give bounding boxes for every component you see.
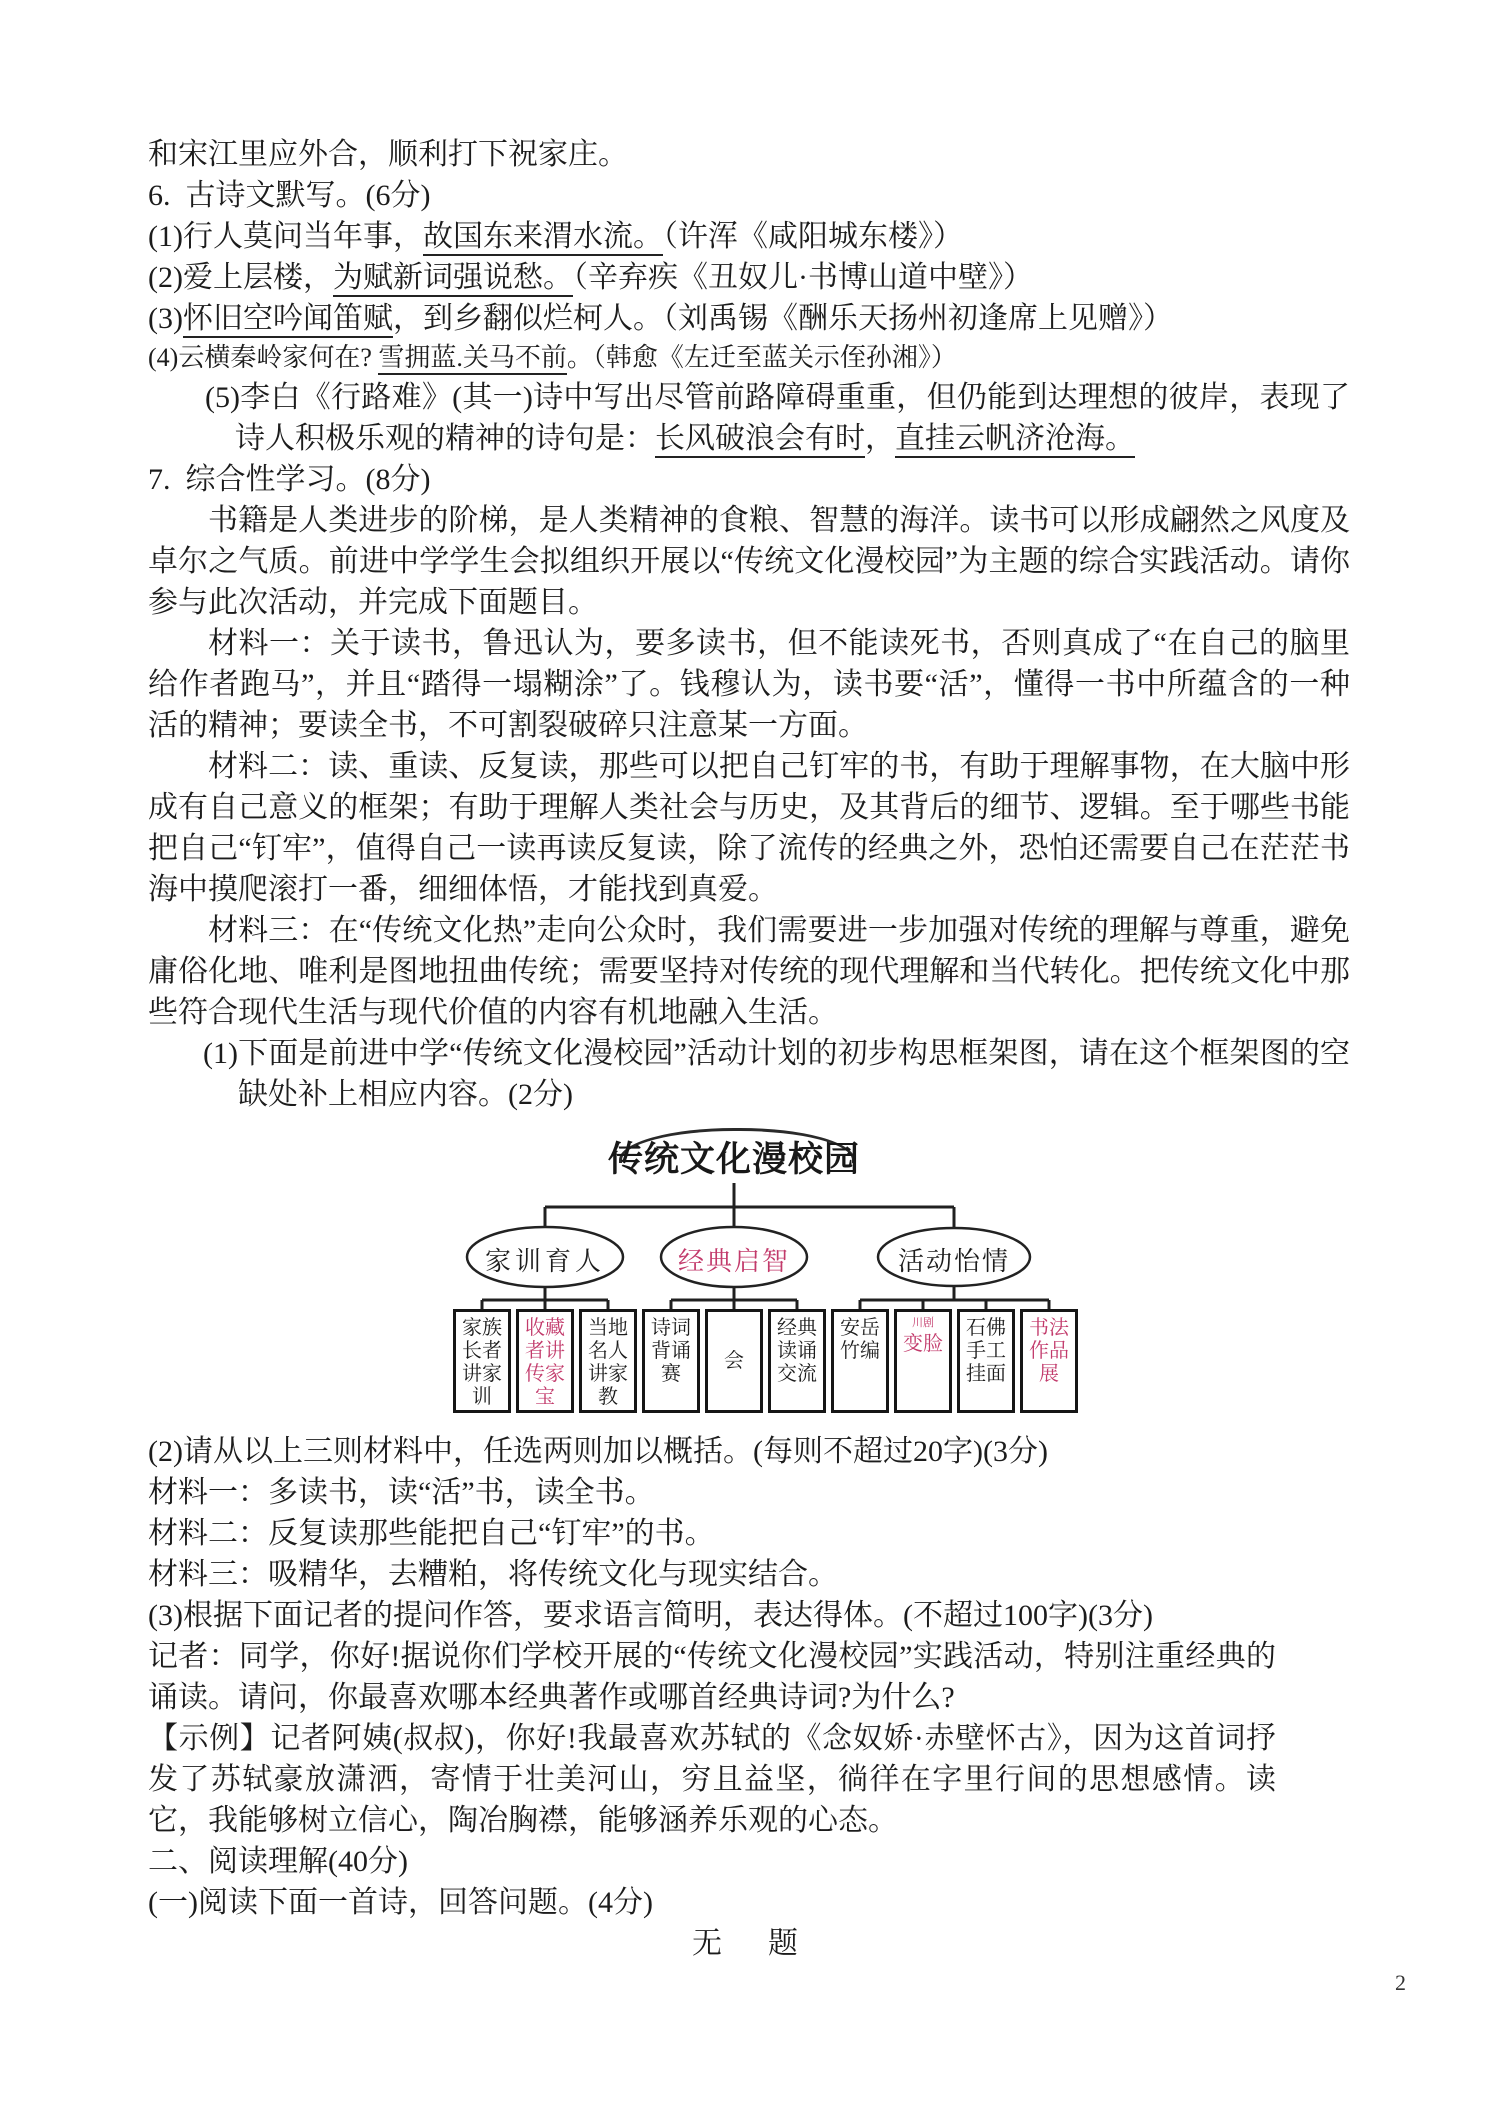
q7-material-1: 材料一：关于读书，鲁迅认为，要多读书，但不能读死书，否则真成了“在自己的脑里给作者跑马”，并且“踏得一塌糊涂”了。钱穆认为，读书要“活”，懂得一书中所蕴含的一种活的精神；要读全书，不可割裂破碎只注意某一方面。	[148, 627, 1350, 742]
q7-heading	[148, 459, 1350, 500]
answer-underlined: 怀旧空吟闻笛赋	[183, 302, 393, 338]
diagram-box-7: 安岳竹编	[831, 1309, 889, 1413]
q6-heading	[148, 175, 1350, 216]
q7-sub1: (1)下面是前进中学“传统文化漫校园”活动计划的初步构思框架图，请在这个框架图的空缺处补上相应内容。(2分)	[203, 1037, 1350, 1111]
q7-sub3-reporter: 记者：同学，你好!据说你们学校开展的“传统文化漫校园”实践活动，特别注重经典的诵读。请问，你最喜欢哪本经典著作或哪首经典诗词?为什么?	[148, 1640, 1276, 1714]
citation: （刘禹锡《酬乐天扬州初逢席上见赠》）	[662, 302, 1173, 335]
q6-item-5	[148, 377, 1350, 459]
answer-underlined: 直挂云帆济沧海。	[895, 422, 1135, 458]
page-number: 2	[1395, 1970, 1406, 1995]
q6-item-4	[148, 339, 1350, 377]
section2-title: 二、阅读理解(40分)	[148, 1845, 408, 1878]
diagram-box-1: 家族长者讲家训	[453, 1309, 511, 1413]
branch-label-2: 经典启智	[677, 1247, 790, 1276]
diagram-box-4: 诗词背诵赛	[642, 1309, 700, 1413]
item-text: 李白《行路难》(其一)诗中写出尽管前路障碍重重，但仍能到达理想的彼岸，表现了诗人积极乐观的精神的诗句是：	[235, 381, 1350, 455]
diagram-box-10-answer: 书法作品展	[1020, 1309, 1078, 1413]
q6-item-3	[148, 298, 1350, 339]
q7-sub2-title: (2)请从以上三则材料中，任选两则加以概括。(每则不超过20字)(3分)	[148, 1435, 1048, 1468]
q7-material-2: 材料二：读、重读、反复读，那些可以把自己钉牢的书，有助于理解事物，在大脑中形成有自己意义的框架；有助于理解人类社会与历史，及其背后的细节、逻辑。至于哪些书能把自己“钉牢”，值得自己一读再读反复读，除了流传的经典之外，恐怕还需要自己在茫茫书海中摸爬滚打一番，细细体悟，才能找到真爱。	[148, 750, 1350, 906]
citation: （韩愈《左迁至蓝关示侄孙湘》）	[592, 343, 957, 372]
item-text: 云横秦岭家何在?	[178, 343, 379, 372]
citation: （辛弃疾《丑奴儿·书博山道中壁》）	[572, 261, 1033, 294]
diagram-box-5-blank: 会	[705, 1309, 763, 1413]
poem-title: 无 题	[692, 1927, 806, 1960]
answer-underlined: 故国东来渭水流。	[423, 220, 663, 256]
item-text: 。	[566, 343, 593, 372]
page-content	[148, 134, 1350, 1964]
item-text: ，到乡翻似烂柯人。	[392, 302, 663, 335]
item-num: (3)	[148, 302, 183, 335]
diagram-box-6: 经典读诵交流	[768, 1309, 826, 1413]
diagram-box-3: 当地名人讲家教	[579, 1309, 637, 1413]
diagram-title: 传统文化漫校园	[607, 1140, 860, 1179]
item-num: (5)	[205, 381, 240, 414]
q7-number: 7.	[148, 463, 171, 496]
answer-underlined: 雪拥蓝.关马不前	[378, 343, 567, 375]
section2-sub: (一)阅读下面一首诗，回答问题。(4分)	[148, 1886, 653, 1919]
item-num: (1)	[148, 220, 183, 253]
item-text: 行人莫问当年事，	[182, 220, 423, 253]
q6-item-2	[148, 257, 1350, 298]
diagram-box-8-answer	[894, 1309, 952, 1413]
q6-number: 6.	[148, 179, 171, 212]
q7-material-3: 材料三：在“传统文化热”走向公众时，我们需要进一步加强对传统的理解与尊重，避免庸俗化地、唯利是图地扭曲传统；需要坚持对传统的现代理解和当代转化。把传统文化中那些符合现代生活与现代价值的内容有机地融入生活。	[148, 914, 1350, 1029]
lead-line: 和宋江里应外合，顺利打下祝家庄。	[148, 138, 628, 171]
diagram-box-8-super: 川剧	[912, 1317, 934, 1329]
answer-underlined: 长风破浪会有时	[655, 422, 865, 458]
q7-sub2-answer-3: 材料三：吸精华，去糟粕，将传统文化与现实结合。	[148, 1558, 838, 1591]
q7-sub3-title: (3)根据下面记者的提问作答，要求语言简明，表达得体。(不超过100字)(3分)	[148, 1599, 1153, 1632]
branch-label-1: 家训育人	[484, 1247, 605, 1276]
q7-sub3-example: 【示例】记者阿姨(叔叔)，你好!我最喜欢苏轼的《念奴娇·赤壁怀古》，因为这首词抒发了苏轼豪放潇洒，寄情于壮美河山，穷且益坚，徜徉在字里行间的思想感情。读它，我能够树立信心，陶冶胸襟，能够涵养乐观的心态。	[148, 1722, 1276, 1837]
diagram-box-2-answer: 收藏者讲传家宝	[516, 1309, 574, 1413]
q7-intro: 书籍是人类进步的阶梯，是人类精神的食粮、智慧的海洋。读书可以形成翩然之风度及卓尔之气质。前进中学学生会拟组织开展以“传统文化漫校园”为主题的综合实践活动。请你参与此次活动，并完成下面题目。	[148, 504, 1350, 619]
item-num: (2)	[148, 261, 183, 294]
item-text: ，	[865, 422, 895, 455]
diagram-box-8-text: 变脸	[903, 1333, 943, 1355]
diagram-box-9: 石佛手工挂面	[957, 1309, 1015, 1413]
q6-item-1	[148, 216, 1350, 257]
q7-sub2-answer-2: 材料二：反复读那些能把自己“钉牢”的书。	[148, 1517, 715, 1550]
q6-title: 古诗文默写。(6分)	[185, 179, 431, 212]
item-num: (4)	[148, 343, 179, 372]
framework-diagram	[443, 1123, 1123, 1419]
q7-title: 综合性学习。(8分)	[185, 463, 431, 496]
citation: （许浑《咸阳城东楼》）	[662, 220, 963, 253]
answer-underlined: 为赋新词强说愁。	[333, 261, 573, 297]
item-text: 爱上层楼，	[182, 261, 333, 294]
branch-label-3: 活动怡情	[897, 1247, 1010, 1276]
q7-sub2-answer-1: 材料一：多读书，读“活”书，读全书。	[148, 1476, 655, 1509]
